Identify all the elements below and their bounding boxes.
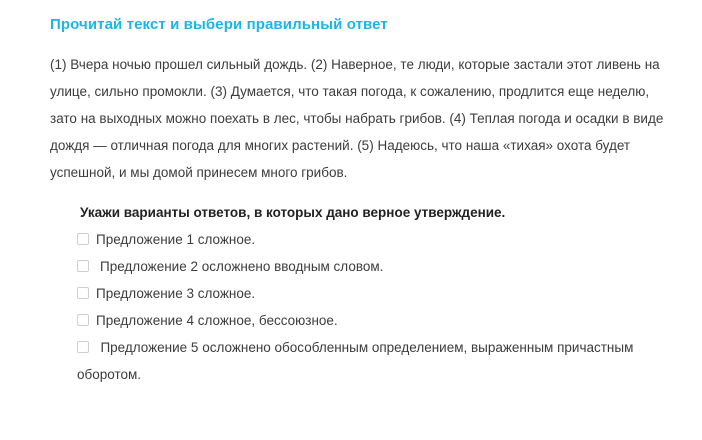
answer-option-label: Предложение 3 сложное. (96, 286, 256, 301)
answer-option-2[interactable] (77, 253, 677, 280)
answer-option-label: Предложение 4 сложное, бессоюзное. (96, 313, 338, 328)
answer-option-5[interactable] (77, 334, 677, 388)
checkbox-option-5[interactable] (77, 341, 89, 353)
answer-option-3[interactable] (77, 280, 677, 307)
question-prompt: Укажи варианты ответов, в которых дано верное утверждение. (80, 205, 506, 220)
answer-option-label: Предложение 2 осложнено вводным словом. (100, 259, 384, 274)
checkbox-option-1[interactable] (77, 233, 89, 245)
task-title: Прочитай текст и выбери правильный ответ (50, 16, 388, 33)
checkbox-option-2[interactable] (77, 260, 89, 272)
reading-passage: (1) Вчера ночью прошел сильный дождь. (2) Наверное, те люди, которые застали этот ливень на улице, сильно промокли. (3) Думается, что такая погода, к сожалению, продлится еще неделю, зато на выходных можно поехать в лес, чтобы набрать грибов. (4) Теплая погода и осадки в виде дождя — отличная погода для многих растений. (5) Надеюсь, что наша «тихая» охота будет успешной, и мы домой принесем много грибов. (50, 57, 664, 180)
checkbox-option-4[interactable] (77, 314, 89, 326)
answer-options (77, 226, 677, 388)
answer-option-label: Предложение 1 сложное. (96, 232, 256, 247)
answer-option-label: Предложение 5 осложнено обособленным определением, выраженным причастным оборотом. (77, 340, 634, 382)
answer-option-1[interactable] (77, 226, 677, 253)
answer-option-4[interactable] (77, 307, 677, 334)
checkbox-option-3[interactable] (77, 287, 89, 299)
